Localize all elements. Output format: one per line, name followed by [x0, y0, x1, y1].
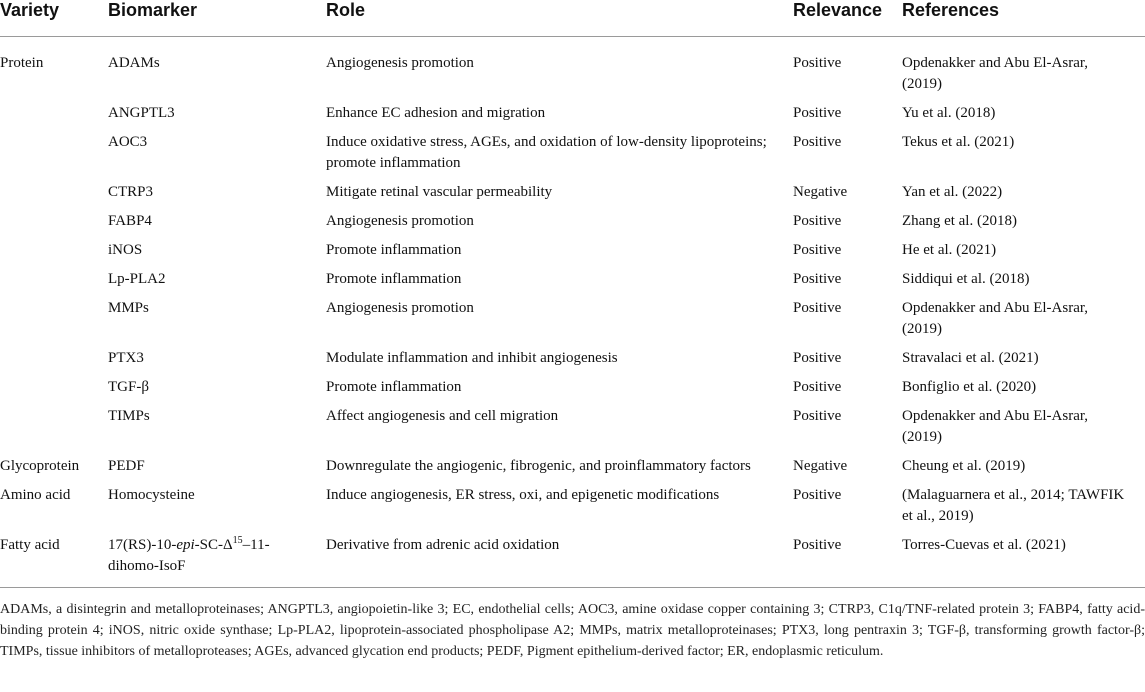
role-cell: Promote inflammation [326, 242, 462, 258]
relevance-cell: Positive [793, 379, 842, 395]
biomarker-cell: AOC3 [108, 134, 148, 150]
reference-cell: Torres-Cuevas et al. (2021) [902, 537, 1066, 553]
relevance-cell: Negative [793, 184, 848, 200]
table-header [0, 0, 1145, 37]
relevance-cell: Positive [793, 271, 842, 287]
variety-cell [0, 211, 108, 240]
relevance-cell: Positive [793, 487, 842, 503]
table-body [0, 37, 1145, 588]
reference-cell: He et al. (2021) [902, 242, 997, 258]
reference-cell: Stravalaci et al. (2021) [902, 350, 1039, 366]
table-row [0, 182, 1145, 211]
table-row [0, 211, 1145, 240]
variety-cell: Amino acid [0, 487, 71, 503]
relevance-cell: Positive [793, 105, 842, 121]
biomarker-cell: CTRP3 [108, 184, 154, 200]
table-row [0, 240, 1145, 269]
header-biomarker: Biomarker [108, 0, 198, 20]
role-cell: Modulate inflammation and inhibit angiogenesis [326, 350, 618, 366]
reference-cell: Zhang et al. (2018) [902, 213, 1017, 229]
variety-cell: Fatty acid [0, 537, 60, 553]
fatty-acid-biomarker-name: $17(RS)-10-epi-SC-\Delta^{15}-11-dihomo$-IsoF [108, 535, 270, 574]
table-row [0, 485, 1145, 535]
biomarker-cell: TGF-β [108, 379, 149, 395]
variety-cell [0, 298, 108, 348]
table-row [0, 103, 1145, 132]
header-role: Role [326, 0, 366, 20]
reference-cell: Siddiqui et al. (2018) [902, 271, 1030, 287]
variety-cell [0, 103, 108, 132]
relevance-cell: Positive [793, 537, 842, 553]
relevance-cell: Positive [793, 134, 842, 150]
header-variety: Variety [0, 0, 60, 20]
variety-cell: Protein [0, 55, 44, 71]
biomarker-cell [108, 535, 326, 588]
biomarker-cell: ADAMs [108, 55, 160, 71]
role-cell: Angiogenesis promotion [326, 213, 474, 229]
reference-cell: Yu et al. (2018) [902, 105, 996, 121]
biomarker-cell: ANGPTL3 [108, 105, 175, 121]
role-cell: Induce angiogenesis, ER stress, oxi, and epigenetic modifications [326, 487, 720, 503]
biomarker-cell: Homocysteine [108, 487, 195, 503]
role-cell: Derivative from adrenic acid oxidation [326, 537, 560, 553]
biomarker-cell: PTX3 [108, 350, 144, 366]
variety-cell [0, 132, 108, 182]
role-cell: Affect angiogenesis and cell migration [326, 408, 559, 424]
reference-cell: Opdenakker and Abu El-Asrar, (2019) [902, 300, 1089, 337]
variety-cell [0, 406, 108, 456]
table-row [0, 535, 1145, 588]
reference-cell: Opdenakker and Abu El-Asrar, (2019) [902, 55, 1089, 92]
variety-cell [0, 377, 108, 406]
biomarker-cell: TIMPs [108, 408, 150, 424]
table-row [0, 377, 1145, 406]
reference-cell: Bonfiglio et al. (2020) [902, 379, 1037, 395]
role-cell: Promote inflammation [326, 379, 462, 395]
table-row [0, 298, 1145, 348]
table-row [0, 456, 1145, 485]
relevance-cell: Positive [793, 55, 842, 71]
relevance-cell: Negative [793, 458, 848, 474]
table-row [0, 37, 1145, 104]
table-row [0, 132, 1145, 182]
role-cell: Enhance EC adhesion and migration [326, 105, 546, 121]
biomarker-cell: PEDF [108, 458, 145, 474]
reference-cell: Opdenakker and Abu El-Asrar, (2019) [902, 408, 1089, 445]
relevance-cell: Positive [793, 300, 842, 316]
variety-cell: Glycoprotein [0, 458, 80, 474]
biomarker-cell: iNOS [108, 242, 143, 258]
reference-cell: (Malaguarnera et al., 2014; TAWFIK et al., 2019) [902, 487, 1125, 524]
relevance-cell: Positive [793, 242, 842, 258]
reference-cell: Yan et al. (2022) [902, 184, 1003, 200]
role-cell: Mitigate retinal vascular permeability [326, 184, 553, 200]
biomarker-cell: Lp-PLA2 [108, 271, 166, 287]
relevance-cell: Positive [793, 350, 842, 366]
table-row [0, 269, 1145, 298]
role-cell: Downregulate the angiogenic, fibrogenic, and proinflammatory factors [326, 458, 751, 474]
table-footnote: ADAMs, a disintegrin and metalloproteinases; ANGPTL3, angiopoietin-like 3; EC, endothelial cells; AOC3, amine oxidase copper containing 3; CTRP3, C1q/TNF-related protein 3; FABP4, fatty acid-binding protein 4; iNOS, nitric oxide synthase; Lp-PLA2, lipoprotein-associated phospholipase A2; MMPs, matrix metalloproteinases; PTX3, long pentraxin 3; TGF-β, transforming growth factor-β; TIMPs, tissue inhibitors of metalloproteases; AGEs, advanced glycation end products; PEDF, Pigment epithelium-derived factor; ER, endoplasmic reticulum. [0, 602, 1145, 659]
table-row [0, 348, 1145, 377]
variety-cell [0, 182, 108, 211]
role-cell: Induce oxidative stress, AGEs, and oxidation of low-density lipoproteins; promote inflammation [326, 134, 767, 171]
variety-cell [0, 240, 108, 269]
biomarker-cell: MMPs [108, 300, 149, 316]
reference-cell: Cheung et al. (2019) [902, 458, 1026, 474]
role-cell: Angiogenesis promotion [326, 55, 474, 71]
role-cell: Promote inflammation [326, 271, 462, 287]
relevance-cell: Positive [793, 408, 842, 424]
biomarker-cell: FABP4 [108, 213, 152, 229]
variety-cell [0, 269, 108, 298]
header-relevance: Relevance [793, 0, 883, 20]
relevance-cell: Positive [793, 213, 842, 229]
header-references: References [902, 0, 1000, 20]
variety-cell [0, 348, 108, 377]
reference-cell: Tekus et al. (2021) [902, 134, 1015, 150]
table-row [0, 406, 1145, 456]
role-cell: Angiogenesis promotion [326, 300, 474, 316]
